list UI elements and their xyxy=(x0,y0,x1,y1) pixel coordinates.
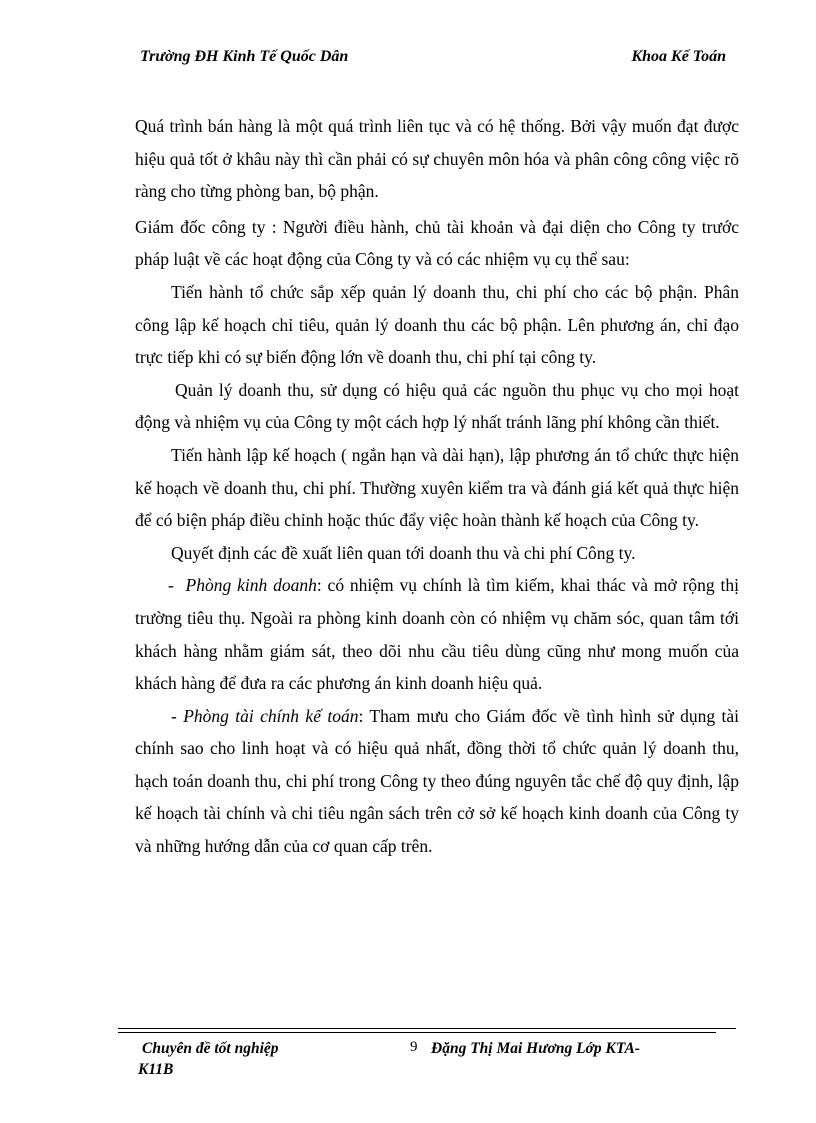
footer-title: Chuyên đề tốt nghiệp xyxy=(142,1040,279,1057)
header-faculty: Khoa Kế Toán xyxy=(631,48,726,65)
sales-department-text: : có nhiệm vụ chính là tìm kiếm, khai thác và mở rộng thị trường tiêu thụ. Ngoài ra phòng kinh doanh còn có nhiệm vụ chăm sóc, quan tâm tới khách hàng nhằm giám sát, theo dõi nhu cầu tiêu dùng cũng như mong muốn của khách hàng để đưa ra các phương án kinh doanh hiệu quả. xyxy=(135,575,739,694)
paragraph-director-task-2: Quản lý doanh thu, sử dụng có hiệu quả các nguồn thu phục vụ cho mọi hoạt động và nhiệm vụ của Công ty một cách hợp lý nhất tránh lãng phí không cần thiết. xyxy=(135,379,739,433)
footer-divider xyxy=(118,1028,736,1029)
paragraph-finance-department: - Phòng tài chính kế toán: Tham mưu cho Giám đốc về tình hình sử dụng tài chính sao cho linh hoạt và có hiệu quả nhất, đồng thời tổ chức quản lý doanh thu, hạch toán doanh thu, chi phí trong Công ty theo đúng nguyên tắc chế độ quy định, lập kế hoạch tài chính và chi tiêu ngân sách trên cở sở kế hoạch kinh doanh của Công ty và những hướng dẫn của cơ quan cấp trên. xyxy=(135,705,739,857)
page-header xyxy=(140,48,730,72)
footer-divider-inner xyxy=(118,1032,716,1033)
sales-department-label: Phòng kinh doanh xyxy=(185,575,317,596)
footer-author: Đặng Thị Mai Hương Lớp KTA- xyxy=(431,1040,640,1057)
paragraph-director-task-1: Tiến hành tổ chức sắp xếp quản lý doanh thu, chi phí cho các bộ phận. Phân công lập kế hoạch chỉ tiêu, quản lý doanh thu các bộ phận. Lên phương án, chỉ đạo trực tiếp khi có sự biến động lớn về doanh thu, chi phí tại công ty. xyxy=(135,281,739,368)
paragraph-sales-department: - Phòng kinh doanh: có nhiệm vụ chính là tìm kiếm, khai thác và mở rộng thị trường tiêu thụ. Ngoài ra phòng kinh doanh còn có nhiệm vụ chăm sóc, quan tâm tới khách hàng nhằm giám sát, theo dõi nhu cầu tiêu dùng cũng như mong muốn của khách hàng để đưa ra các phương án kinh doanh hiệu quả. xyxy=(135,575,739,694)
page-number: 9 xyxy=(410,1039,418,1055)
footer-class-code: K11B xyxy=(138,1061,174,1078)
document-body xyxy=(135,110,739,863)
paragraph-director-task-3: Tiến hành lập kế hoạch ( ngắn hạn và dài hạn), lập phương án tổ chức thực hiện kế hoạch về doanh thu, chi phí. Thường xuyên kiểm tra và đánh giá kết quả thực hiện để có biện pháp điều chỉnh hoặc thúc đẩy việc hoàn thành kế hoạch của Công ty. xyxy=(135,444,739,531)
paragraph-sales-process: Quá trình bán hàng là một quá trình liên tục và có hệ thống. Bởi vậy muốn đạt được hiệu quả tốt ở khâu này thì cần phải có sự chuyên môn hóa và phân công công việc rõ ràng cho từng phòng ban, bộ phận. xyxy=(135,116,739,202)
header-university: Trường ĐH Kinh Tế Quốc Dân xyxy=(140,48,349,65)
finance-department-text: : Tham mưu cho Giám đốc về tình hình sử dụng tài chính sao cho linh hoạt và có hiệu quả nhất, đồng thời tổ chức quản lý doanh thu, hạch toán doanh thu, chi phí trong Công ty theo đúng nguyên tắc chế độ quy định, lập kế hoạch tài chính và chi tiêu ngân sách trên cở sở kế hoạch kinh doanh của Công ty và những hướng dẫn của cơ quan cấp trên. xyxy=(135,705,739,857)
paragraph-director: Giám đốc công ty : Người điều hành, chủ tài khoản và đại diện cho Công ty trước pháp luật về các hoạt động của Công ty và có các nhiệm vụ cụ thể sau: xyxy=(135,216,739,270)
paragraph-director-task-4: Quyết định các đề xuất liên quan tới doanh thu và chi phí Công ty. xyxy=(171,542,636,563)
finance-department-label: Phòng tài chính kế toán xyxy=(183,705,359,726)
